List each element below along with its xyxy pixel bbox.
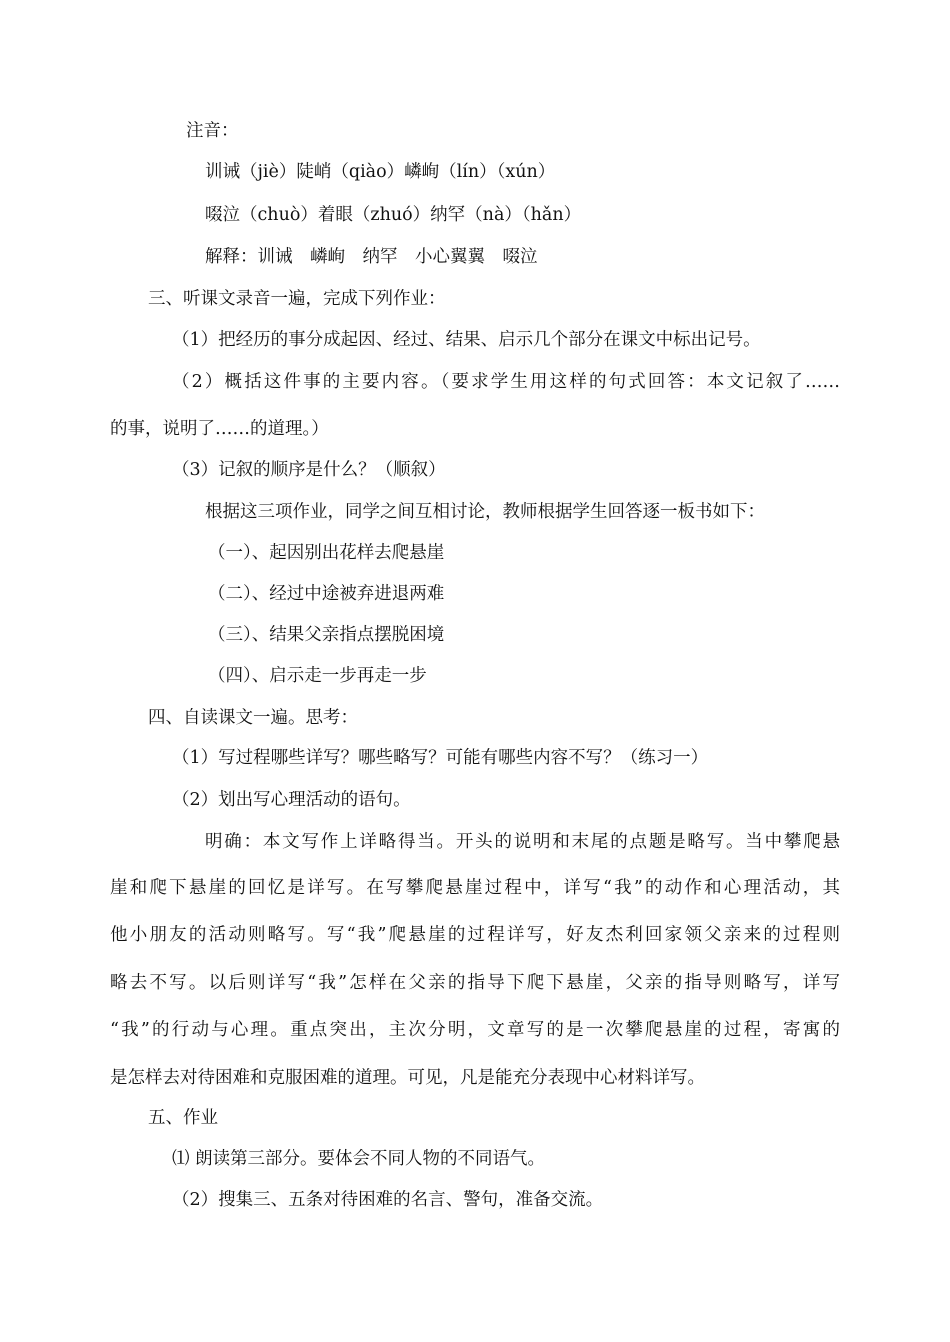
- zhuyin-label: 注音：: [186, 121, 239, 141]
- section-4-question-2: （2）划出写心理活动的语句。: [172, 790, 411, 810]
- board-item: （四）、启示走一步再走一步: [208, 666, 427, 686]
- section-3-question-1: （1）把经历的事分成起因、经过、结果、启示几个部分在课文中标出记号。: [172, 330, 761, 350]
- clarify-line: “我”的行动与心理。重点突出，主次分明，文章写的是一次攀爬悬崖的过程，寄寓的: [110, 1020, 840, 1040]
- explanation-line: 解释：训诫 嶙峋 纳罕 小心翼翼 啜泣: [205, 247, 538, 267]
- clarify-line: 是怎样去对待困难和克服困难的道理。可见，凡是能充分表现中心材料详写。: [110, 1068, 705, 1088]
- board-item: （三）、结果父亲指点摆脱困境: [208, 625, 445, 645]
- section-5-task-1: ⑴ 朗读第三部分。要体会不同人物的不同语气。: [172, 1149, 546, 1169]
- clarify-line: 崖和爬下悬崖的回忆是详写。在写攀爬悬崖过程中，详写“我”的动作和心理活动，其: [110, 878, 840, 898]
- section-5-title: 五、作业: [148, 1108, 218, 1128]
- section-3-question-2-cont: 的事，说明了……的道理。）: [110, 419, 329, 439]
- zhuyin-line-2: 啜泣（chuò）着眼（zhuó）纳罕（nà）（hǎn）: [205, 205, 582, 225]
- clarify-line: 明确：本文写作上详略得当。开头的说明和末尾的点题是略写。当中攀爬悬: [205, 832, 840, 852]
- clarify-line: 他小朋友的活动则略写。写“我”爬悬崖的过程详写，好友杰利回家领父亲来的过程则: [110, 925, 840, 945]
- zhuyin-line-1: 训诫（jiè）陡峭（qiào）嶙峋（lín）（xún）: [205, 162, 556, 182]
- board-intro: 根据这三项作业，同学之间互相讨论，教师根据学生回答逐一板书如下：: [205, 502, 765, 522]
- section-4-question-1: （1）写过程哪些详写？哪些略写？可能有哪些内容不写？（练习一）: [172, 748, 709, 768]
- section-3-question-3: （3）记叙的顺序是什么？（顺叙）: [172, 460, 446, 480]
- board-item: （一）、起因别出花样去爬悬崖: [208, 543, 445, 563]
- board-item: （二）、经过中途被弃进退两难: [208, 584, 445, 604]
- section-3-question-2: （2）概括这件事的主要内容。（要求学生用这样的句式回答：本文记叙了……: [172, 372, 840, 392]
- section-5-task-2: （2）搜集三、五条对待困难的名言、警句，准备交流。: [172, 1190, 604, 1210]
- section-3-title: 三、听课文录音一遍，完成下列作业：: [148, 289, 446, 309]
- clarify-line: 略去不写。以后则详写“我”怎样在父亲的指导下爬下悬崖，父亲的指导则略写，详写: [110, 973, 840, 993]
- section-4-title: 四、自读课文一遍。思考：: [148, 708, 358, 728]
